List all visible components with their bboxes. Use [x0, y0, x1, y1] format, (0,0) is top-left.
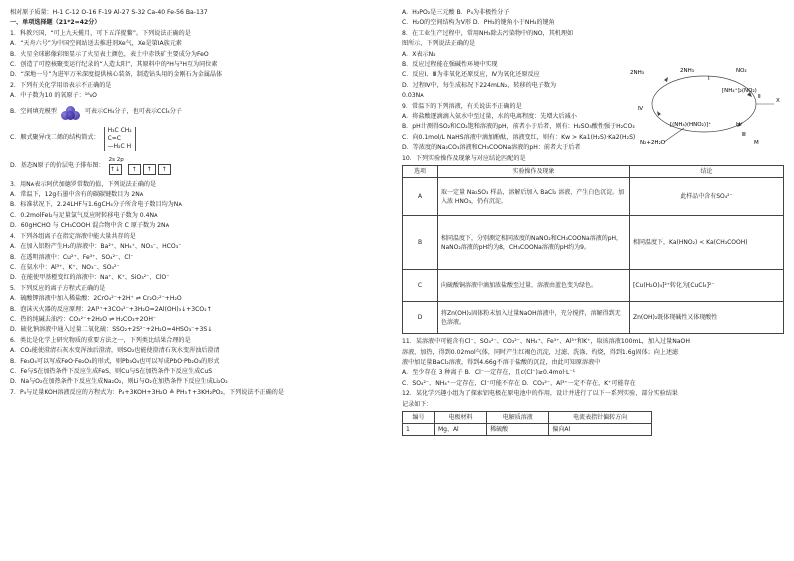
table-header: 电流表指针偏转方向: [549, 411, 652, 423]
table-header: 结论: [630, 166, 784, 178]
q9-a: A．将盐酸逐滴滴入氨水中至过量，水的电离程度：先增大后减小: [402, 113, 577, 121]
label-step-2: Ⅱ: [758, 94, 761, 100]
q11-ab: A．至少存在 3 种离子 B．Cl⁻一定存在，且c(Cl⁻)≥0.4mol·L⁻¹: [402, 369, 576, 377]
orbital-box: ↑: [158, 164, 171, 175]
q5-b: B．泡沫灭火器的反应原理：2Al³⁺+3CO₃²⁻+3H₂O=2Al(OH)₃↓+3CO₂↑: [10, 305, 212, 313]
section-heading: 一、单项选择题（21*2=42分）: [10, 19, 101, 27]
q2-c: [10, 124, 393, 154]
label-products: N₂+2H₂O: [640, 140, 666, 146]
q6-b: B．Fe₃O₄可以写成FeO·Fe₂O₃的形式，则Pb₃O₄也可以写成PbO·Pb₂O₃的形式: [10, 357, 220, 365]
q2-stem: 2．下列有关化学用语表示不正确的是: [10, 81, 112, 89]
label-no2: NO₂: [736, 68, 747, 74]
q2-b-text: B．空间填充模型: [10, 108, 57, 116]
label-intermediate-1: [NH₄⁺]₂(NO₂): [722, 88, 757, 94]
q8-stem: 8．在工业生产过程中，常用NH₃除去污染物中的NO，其机理如: [402, 29, 574, 37]
q10-stem: 10．下列实验操作及现象与对应结论匹配的是: [402, 154, 526, 162]
q12-stem: 12．某化学兴趣小组为了探索铝电极在原电池中的作用，设计并进行了以下一系列实验，部分实验结果: [402, 390, 678, 398]
table-header: 编号: [403, 411, 435, 423]
table-header-row: [403, 411, 652, 423]
table-row: [403, 302, 784, 334]
table-cell: 将Zn(OH)₂固体粉末加入过量NaOH溶液中，充分搅拌，溶解得到无色溶液。: [438, 302, 630, 334]
q2-b-tail: 可表示CH₄分子，也可表示CCl₄分子: [84, 108, 182, 116]
orbital-box: ↑: [128, 164, 141, 175]
atomic-masses: 相对原子质量：H-1 C-12 O-16 F-19 Al-27 S-32 Ca-40 Fe-56 Ba-137: [10, 9, 208, 16]
q9-stem: 9．常温下的下列溶液，有关说法不正确的是: [402, 102, 522, 110]
q1-stem: 1．科教兴国，“可上九天揽月，可下五洋捉鳖”。下列说法正确的是: [10, 29, 191, 37]
table-row: [403, 178, 784, 216]
q8-d-2: 0.03Nᴀ: [402, 92, 424, 100]
q8-b: B．反应过程能在强碱性环境中实现: [402, 61, 498, 69]
q11-cd: C．SO₄²⁻、NH₄⁺一定存在，Cl⁻可能不存在 D．CO₃²⁻、Al³⁺一定不存在，K⁺可能存在: [402, 379, 636, 387]
table-row: [403, 270, 784, 302]
q4-b: B．在透明溶液中：Cu²⁺、Fe³⁺、SO₄²⁻、Cl⁻: [10, 253, 134, 261]
left-column: [10, 8, 393, 398]
table-header-row: [403, 166, 784, 178]
cis-polyisoprene-structure: [104, 127, 136, 151]
table-header: 电极材料: [434, 411, 486, 423]
orbital-box: ↑↓: [110, 166, 121, 174]
q11-stem-2: 溶液，加热，得到0.02mol气体，同时产生红褐色沉淀，过滤、洗涤、灼烧，得到1.6g固体；向上述滤: [402, 348, 679, 356]
label-step-3: Ⅲ: [742, 132, 746, 138]
q1-c: C．创造了可控核聚变运行纪录的“人造太阳”，其原料中的²H与³H互为同位素: [10, 61, 218, 69]
arrow-head: [664, 77, 668, 82]
q12-stem-2: 记录如下：: [402, 400, 433, 408]
table-row: [403, 423, 652, 435]
q1-b: B．火星全球影像彩图显示了火星表土颜色，表土中赤铁矿主要成分为FeO: [10, 50, 209, 58]
orbital-labels: 2s 2p: [108, 157, 124, 164]
q7-stem: 7．P₄与足量KOH溶液反应的方程式为：P₄+3KOH+3H₂O ≜ PH₃↑+3KH₂PO₂，下列说法不正确的是: [10, 388, 284, 396]
table-cell: 偏向Al: [549, 423, 652, 435]
q5-a: A．硫酸钾溶液中加入稀盐酸：2CrO₄²⁻+2H⁺ ⇌ Cr₂O₇²⁻+H₂O: [10, 295, 182, 303]
table-cell: 相同温度下，Ka(HNO₂) < Ka(CH₃COOH): [630, 216, 784, 270]
orbital-box: ↑: [143, 164, 156, 175]
table-cell: [Cu(H₂O)₄]²⁺转化为[CuCl₄]²⁻: [630, 270, 784, 302]
label-nh3-1: 2NH₃: [630, 70, 644, 76]
label-step-1: Ⅰ: [708, 76, 710, 82]
q6-stem: 6．类比是化学上研究物质的重要方法之一，下列类比结果合理的是: [10, 336, 191, 344]
q9-c: C．向0.1mol/L NaHS溶液中滴加酚酞，溶液变红，则有：Kw > Ka1(H₂S)·Ka2(H₂S): [402, 133, 636, 141]
table-cell: B: [403, 216, 438, 270]
q10-table: [402, 165, 784, 334]
table-header: 选项: [403, 166, 438, 178]
q4-d: D．在能使甲基橙变红的溶液中：Na⁺、K⁺、SiO₃²⁻、ClO⁻: [10, 274, 170, 282]
q8-c: C．反应Ⅰ、Ⅲ为非氧化还原反应，Ⅳ为氧化还原反应: [402, 71, 540, 79]
table-cell: 取一定量 Na₂SO₃ 样品，溶解后加入 BaCl₂ 溶液，产生白色沉淀。加入浓 HNO₃，仍有沉淀。: [438, 178, 630, 216]
arrow-head: [657, 111, 661, 116]
table-cell: 稀硫酸: [487, 423, 549, 435]
label-nh3-2: 2NH₃: [680, 68, 694, 74]
q4-a: A．在加入铝粉产生H₂的溶液中：Ba²⁺、NH₄⁺、NO₃⁻、HCO₃⁻: [10, 243, 182, 251]
q5-c: C．热的纯碱去油污：CO₃²⁻+2H₂O ⇌ H₂CO₃+2OH⁻: [10, 315, 157, 323]
q2-d-text: D．基态N原子的价层电子排布图：: [10, 162, 105, 170]
table-cell: A: [403, 178, 438, 216]
branch-line: [664, 128, 684, 142]
q5-d: D．硫化钠溶液中通入过量二氧化硫：SSO₂+2S²⁻+2H₂O=4HSO₃⁻+3S↓: [10, 326, 213, 334]
q6-d: D．Na与O₂在加热条件下反应生成Na₂O₂，则Li与O₂在加热条件下反应生成Li₂O₂: [10, 378, 228, 386]
space-filling-model-image: [61, 106, 81, 120]
q11-stem-3: 液中加足量BaCl₂溶液，得到4.66g不溶于盐酸的沉淀，由此可知原溶液中: [402, 358, 601, 366]
q1-d: D．“深地一号”为进军万米深度提供核心装备，制造钻头用的金刚石为金属晶体: [10, 71, 223, 79]
q6-a: A．CO₂能使澄清石灰水变浑浊后澄清，则SO₂也能使澄清石灰水变浑浊后澄清: [10, 347, 220, 355]
q2-d: [10, 154, 393, 180]
q3-c: C．0.2molFeI₂与足量氯气反应时转移电子数为 0.4Nᴀ: [10, 211, 158, 219]
q7-cd: C．H₂O的空间结构为V形 D．PH₃的键角小于NH₃的键角: [402, 19, 555, 27]
q3-stem: 3．用Nᴀ表示阿伏加德罗常数的值，下列说法正确的是: [10, 180, 157, 188]
q5-stem: 5．下列反应的离子方程式正确的是: [10, 284, 106, 292]
orbital-diagram: [109, 157, 171, 175]
q1-a: A．“天舟六号”为中国空间站送去推进剂Xe气，Xe是第IA族元素: [10, 40, 182, 48]
q11-stem: 11．某溶液中可能含有Cl⁻、SO₄²⁻、CO₃²⁻、NH₄⁺、Fe³⁺、Al³⁺和K⁺，取该溶液100mL，加入过量NaOH: [402, 338, 690, 346]
table-cell: 1: [403, 423, 435, 435]
q2-c-text: C．顺式聚异戊二烯的结构简式：: [10, 134, 100, 142]
q3-b: B．标准状况下，2.24LHF与1.6gCH₄分子所含电子数目均为Nᴀ: [10, 201, 182, 209]
table-cell: 向硫酸铜溶液中滴加浓盐酸至过量，溶液由蓝色变为绿色。: [438, 270, 630, 302]
q9-d: D．等浓度的Na₂CO₃溶液和CH₃COONa溶液的pH：前者大于后者: [402, 144, 581, 152]
table-header: 实验操作及现象: [438, 166, 630, 178]
q12-table: [402, 411, 652, 436]
label-step-4: Ⅳ: [638, 106, 644, 112]
table-header: 电解质溶液: [487, 411, 549, 423]
label-h-plus: H⁺: [736, 122, 744, 128]
label-x: X: [776, 98, 780, 104]
nh3-no-mechanism-diagram: [624, 62, 784, 146]
q2-b: [10, 102, 393, 124]
q9-b: B．pH计测得SO₂和CO₂饱和溶液的pH，前者小于后者，则有：H₂SO₃酸性强于H₂CO₃: [402, 123, 635, 131]
struct-line: —H₂C H: [107, 142, 132, 150]
q3-d: D．60gHCHO 与 CH₃COOH 混合物中含 C 原子数为 2Nᴀ: [10, 222, 170, 230]
q8-stem-2: 图所示，下列说法正确的是: [402, 40, 476, 48]
q2-a: A．中子数为10 的氧原子：¹⁸₈O: [10, 92, 97, 100]
q3-a: A．常温下，12g石墨中含有的碳碳键数目为 2Nᴀ: [10, 191, 144, 199]
q8-d: D．过程Ⅳ中，每生成标况下224mLN₂，转移的电子数为: [402, 81, 557, 89]
q6-c: C．Fe与S在加热条件下反应生成FeS，则Cu与S在加热条件下反应生成CuS: [10, 367, 213, 375]
q4-c: C．在氨水中：Al³⁺、K⁺、NO₃⁻、SO₄²⁻: [10, 263, 120, 271]
table-row: [403, 216, 784, 270]
table-cell: C: [403, 270, 438, 302]
table-cell: D: [403, 302, 438, 334]
table-cell: 此样品中含有SO₄²⁻: [630, 178, 784, 216]
q8-a: A．X表示N₂: [402, 50, 436, 58]
q4-stem: 4．下列各组离子在指定溶液中能大量共存的是: [10, 232, 136, 240]
q7-ab: A．H₃PO₂是三元酸 B．P₄为非极性分子: [402, 9, 510, 16]
table-cell: 相同温度下，分别测定相同浓度的NaNO₂和CH₃COONa溶液的pH，NaNO₂溶液的pH约为8，CH₃COONa溶液的pH约为9。: [438, 216, 630, 270]
struct-line: C=C: [107, 134, 121, 142]
label-intermediate-2: [(NH₄)(HNO₂)]⁺: [670, 122, 712, 128]
struct-line: H₃C CH₂: [107, 126, 132, 134]
table-cell: Mg、Al: [434, 423, 486, 435]
label-m: M: [754, 140, 759, 146]
table-cell: Zn(OH)₂既体现碱性又体现酸性: [630, 302, 784, 334]
orbital-boxes: [109, 164, 171, 175]
